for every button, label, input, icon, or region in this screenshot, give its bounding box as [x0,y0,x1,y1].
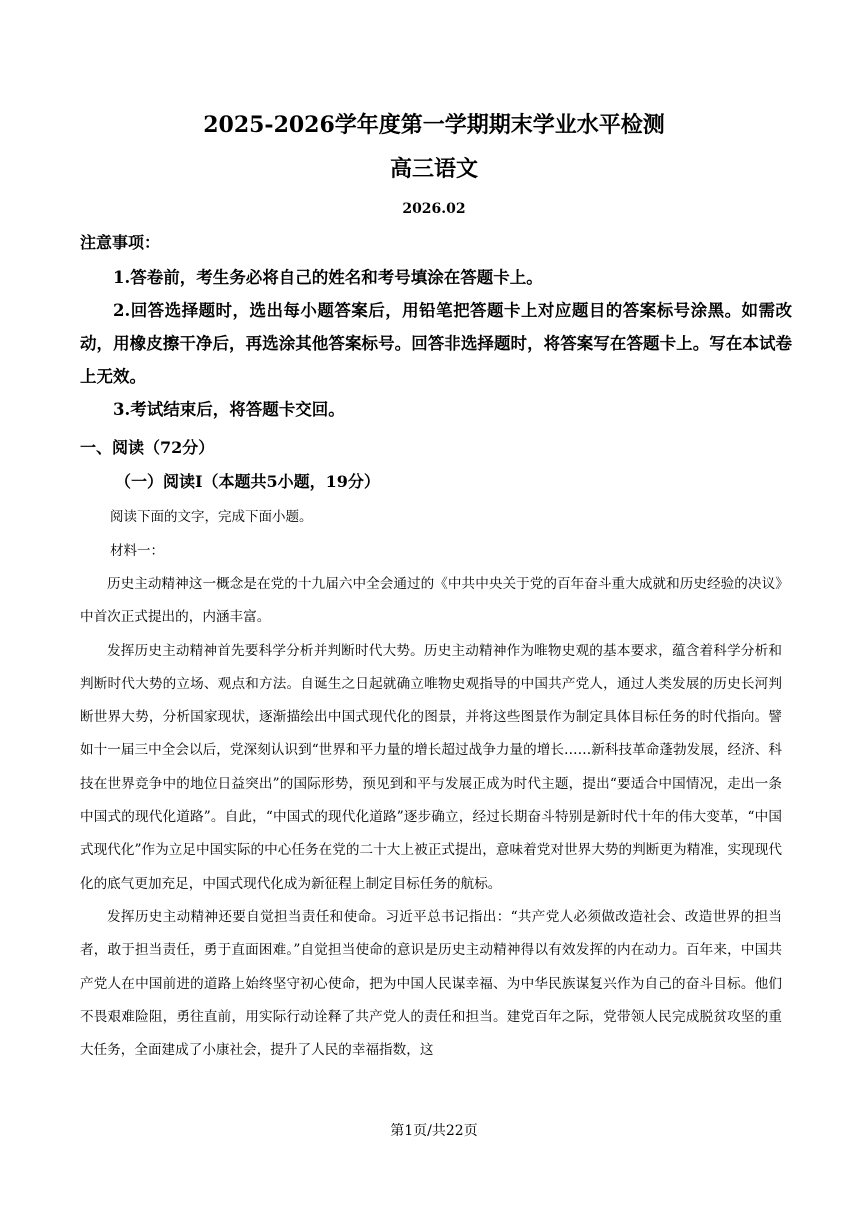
paragraph: 历史主动精神这一概念是在党的十九届六中全会通过的《中共中央关于党的百年奋斗重大成就和历史经验的决议》中首次正式提出的，内涵丰富。 [80,576,782,626]
material-body [80,568,782,1067]
note-item-1 [80,261,792,294]
paragraph: 发挥历史主动精神首先要科学分析并判断时代大势。历史主动精神作为唯物史观的基本要求，蕴含着科学分析和判断时代大势的立场、观点和方法。自诞生之日起就确立唯物史观指导的中国共产党人，通过人类发展的历史长河判断世界大势，分析国家现状，逐渐描绘出中国式现代化的图景，并将这些图景作为制定具体目标任务的时代指向。譬如十一届三中全会以后，党深刻认识到“世界和平力量的增长超过战争力量的增长……新科技革命蓬勃发展，经济、科技在世界竞争中的地位日益突出”的国际形势，预见到和平与发展正成为时代主题，提出“要适合中国情况，走出一条中国式的现代化道路”。自此，“中国式的现代化道路”逐步确立，经过长期奋斗特别是新时代十年的伟大变革，“中国式现代化”作为立足中国实际的中心任务在党的二十大上被正式提出，意味着党对世界大势的判断更为精准，实现现代化的底气更加充足，中国式现代化成为新征程上制定目标任务的航标。 [80,642,782,892]
exam-subject: 高三语文 [389,156,478,182]
note-item-2 [80,294,792,393]
subsection-heading: （一）阅读Ⅰ（本题共5小题，19分） [115,472,380,491]
note-text: 2.回答选择题时，选出每小题答案后，用铅笔把答题卡上对应题目的答案标号涂黑。如需改动，用橡皮擦干净后，再选涂其他答案标号。回答非选择题时，将答案写在答题卡上。写在本试卷上无效。 [80,301,792,386]
exam-title: 2025-2026学年度第一学期期末学业水平检测 [203,112,665,138]
notes-heading: 注意事项： [80,233,161,252]
section-heading: 一、阅读（72分） [80,438,215,457]
exam-date: 2026.02 [402,201,466,217]
page-indicator: 第1页/共22页 [390,1123,478,1139]
note-text: 3.考试结束后，将答题卡交回。 [113,400,345,419]
reading-instruction: 阅读下面的文字，完成下面小题。 [110,509,313,525]
material-label: 材料一： [110,543,164,559]
note-text: 1.答卷前，考生务必将自己的姓名和考号填涂在答题卡上。 [113,268,543,287]
paragraph: 发挥历史主动精神还要自觉担当责任和使命。习近平总书记指出：“共产党人必须做改造社会、改造世界的担当者，敢于担当责任，勇于直面困难。”自觉担当使命的意识是历史主动精神得以有效发挥的内在动力。百年来，中国共产党人在中国前进的道路上始终坚守初心使命，把为中国人民谋幸福、为中华民族谋复兴作为自己的奋斗目标。他们不畏艰难险阻，勇往直前，用实际行动诠释了共产党人的责任和担当。建党百年之际，党带领人民完成脱贫攻坚的重大任务，全面建成了小康社会，提升了人民的幸福指数，这 [80,908,782,1059]
note-item-3 [80,393,792,426]
